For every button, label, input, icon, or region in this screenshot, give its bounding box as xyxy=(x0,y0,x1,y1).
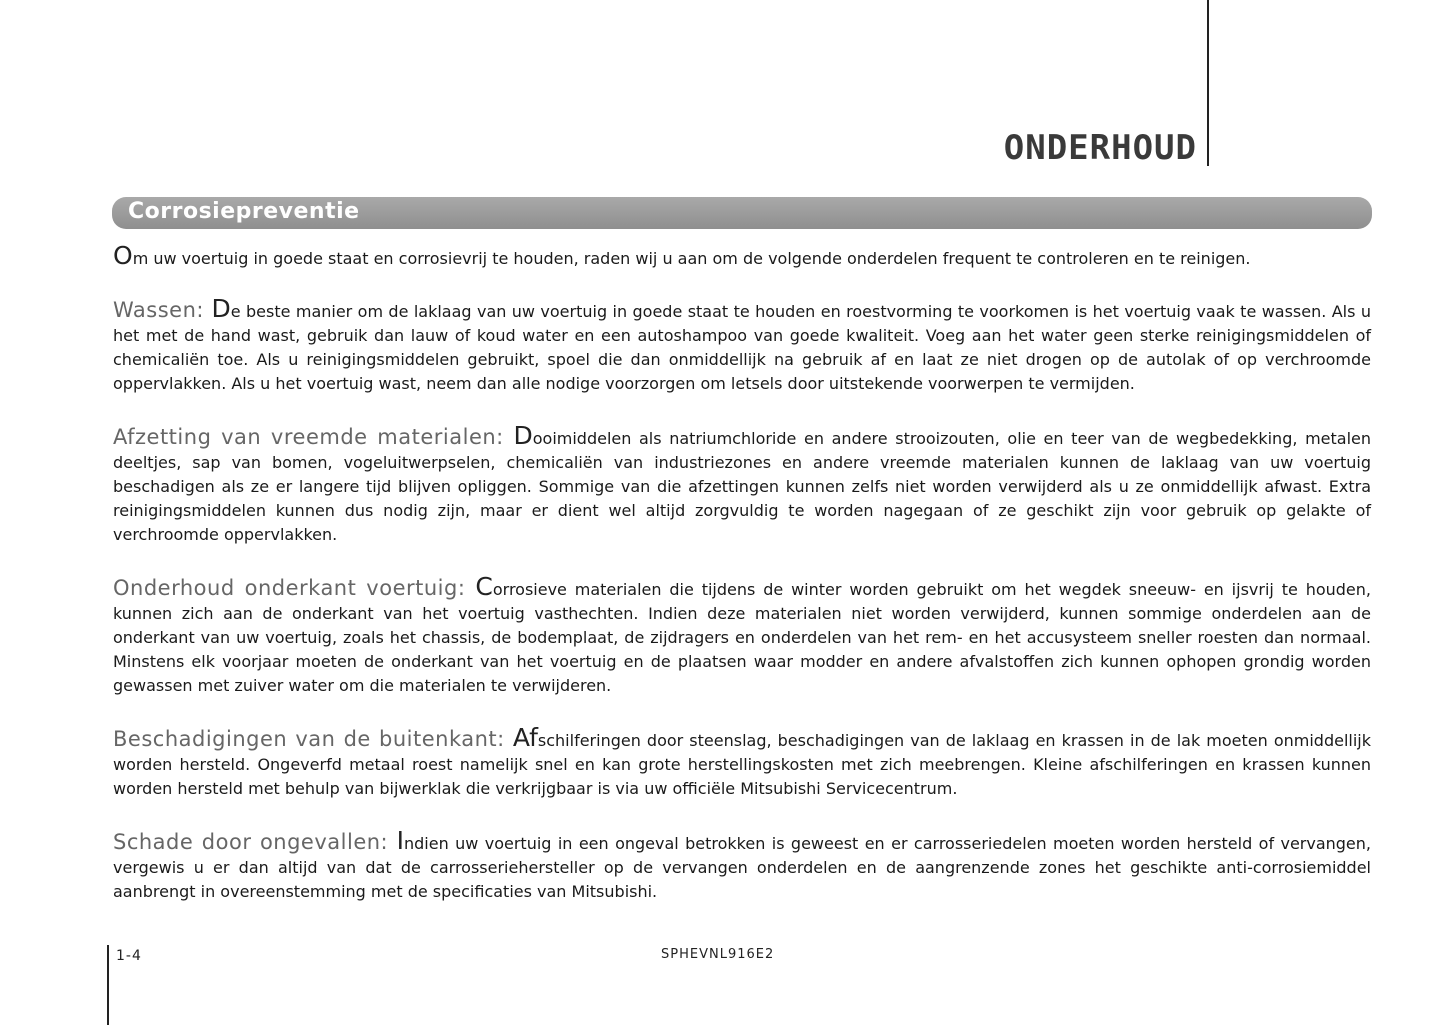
document-code: SPHEVNL916E2 xyxy=(661,947,775,962)
paragraph-text: schilferingen door steenslag, beschadigingen van de laklaag en krassen in de lak moeten onmiddellijk worden hersteld. Ongeverfd metaal roest namelijk snel en kan grote herstellingskosten met zich meebrengen. Kleine afschilferingen en krassen kunnen worden hersteld met behulp van bijwerklak die verkrijgbaar is via uw officiële Mitsubishi Servicecentrum. xyxy=(113,731,1372,798)
paragraph-heading: Beschadigingen van de buitenkant: xyxy=(113,727,513,751)
main-content xyxy=(113,241,1372,932)
page-number: 1-4 xyxy=(116,948,142,964)
header-vertical-rule xyxy=(1207,0,1209,166)
paragraph-dropcap: I xyxy=(396,826,404,855)
paragraph-dropcap: D xyxy=(513,421,533,450)
paragraph-onderkant xyxy=(113,572,1371,698)
section-title: Corrosiepreventie xyxy=(128,199,360,224)
paragraph-buitenkant xyxy=(113,723,1372,801)
paragraph-dropcap: C xyxy=(475,572,493,601)
intro-text: m uw voertuig in goede staat en corrosievrij te houden, raden wij u aan om de volgende onderdelen frequent te controleren en te reinigen. xyxy=(132,249,1251,268)
paragraph-heading: Afzetting van vreemde materialen: xyxy=(113,425,514,449)
intro-paragraph xyxy=(113,241,1371,271)
chapter-title: ONDERHOUD xyxy=(1003,128,1197,168)
paragraph-text: e beste manier om de laklaag van uw voertuig in goede staat te houden en roestvorming te voorkomen is het voertuig vaak te wassen. Als u het met de hand wast, gebruik dan lauw of koud water en een autoshampoo van goede kwaliteit. Voeg aan het water geen sterke reinigingsmiddelen of chemicaliën toe. Als u reinigingsmiddelen gebruikt, spoel die dan onmiddellijk na gebruik af en laat ze niet drogen op de autolak of op verchroomde oppervlakken. Als u het voertuig wast, neem dan alle nodige voorzorgen om letsels door uitstekende voorwerpen te vermijden. xyxy=(113,302,1372,393)
paragraph-heading: Onderhoud onderkant voertuig: xyxy=(113,576,476,600)
paragraph-text: ooimiddelen als natriumchloride en andere strooizouten, olie en teer van de wegbedekking, metalen deeltjes, sap van bomen, vogeluitwerpselen, chemicaliën van industriezones en andere vreemde materialen kunnen de laklaag van uw voertuig beschadigen als ze er langere tijd blijven opliggen. Sommige van die afzettingen kunnen zelfs niet worden verwijderd als u ze onmiddellijk afwast. Extra reinigingsmiddelen kunnen dus nodig zijn, maar er dient wel altijd zorgvuldig te worden nagegaan of ze geschikt zijn voor gebruik op gelakte of verchroomde oppervlakken. xyxy=(113,429,1371,544)
paragraph-ongevallen xyxy=(113,826,1372,904)
section-header-bar xyxy=(112,197,1372,229)
paragraph-heading: Wassen: xyxy=(113,298,212,322)
footer-vertical-rule xyxy=(107,945,109,1025)
paragraph-wassen xyxy=(113,294,1372,396)
paragraph-heading: Schade door ongevallen: xyxy=(113,830,397,854)
paragraph-text: orrosieve materialen die tijdens de winter worden gebruikt om het wegdek sneeuw- en ijsvrij te houden, kunnen zich aan de onderkant van het voertuig vasthechten. Indien deze materialen niet worden verwijderd, kunnen sommige onderdelen aan de onderkant van uw voertuig, zoals het chassis, de bodemplaat, de zijdragers en onderdelen van het rem- en het accusysteem sneller roesten dan normaal. Minstens elk voorjaar moeten de onderkant van het voertuig en de plaatsen waar modder en andere afvalstoffen zich kunnen ophopen grondig worden gewassen met zuiver water om die materialen te verwijderen. xyxy=(113,580,1371,695)
paragraph-dropcap: Af xyxy=(512,723,538,752)
paragraph-text: ndien uw voertuig in een ongeval betrokken is geweest en er carrosseriedelen moeten worden hersteld of vervangen, vergewis u er dan altijd van dat de carrosseriehersteller op de vervangen onderdelen en de aangrenzende zones het geschikte anti-corrosiemiddel aanbrengt in overeenstemming met de specificaties van Mitsubishi. xyxy=(113,834,1372,901)
paragraph-dropcap: D xyxy=(211,294,231,323)
intro-dropcap: O xyxy=(113,241,133,270)
paragraph-afzetting xyxy=(113,421,1371,547)
